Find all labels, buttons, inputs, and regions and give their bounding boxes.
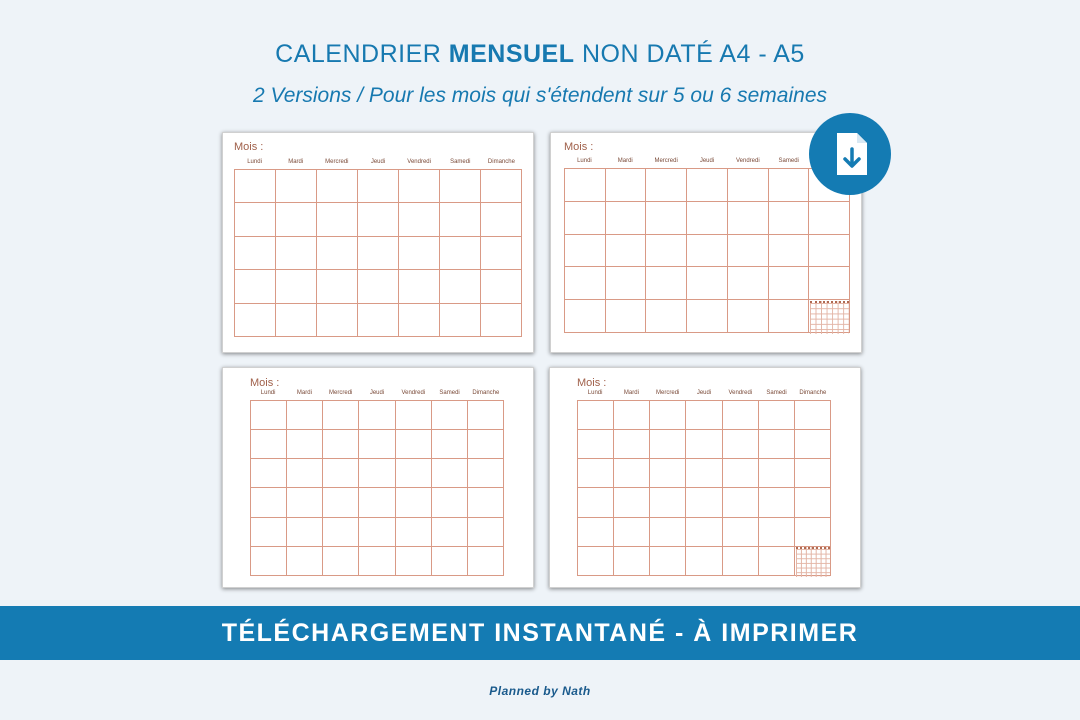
day-cell [646,267,687,300]
day-cell [276,237,317,270]
day-cell [399,270,440,303]
day-cell [606,202,647,235]
day-header: Dimanche [487,159,515,165]
day-cell [481,237,522,270]
day-cell [481,170,522,203]
day-cell [614,547,650,576]
day-cell [440,270,481,303]
day-header: Jeudi [699,158,715,164]
day-cell [809,267,850,300]
day-cell [468,430,504,459]
calendar-preview-card [549,367,861,588]
day-cell [399,170,440,203]
calendar-preview-card [222,132,534,353]
day-cell [614,518,650,547]
day-cell [317,203,358,236]
day-cell [317,270,358,303]
day-header: Mardi [617,158,633,164]
day-cell [251,459,287,488]
day-cell [358,170,399,203]
calendar-grid [577,400,831,576]
day-cell [795,488,831,517]
day-cell [396,401,432,430]
day-cell [759,547,795,576]
day-cell [396,488,432,517]
day-cell [614,488,650,517]
day-header: Lundi [260,390,276,396]
day-header: Vendredi [401,390,426,396]
day-cell [650,488,686,517]
day-header: Mercredi [325,159,349,165]
day-cell [687,267,728,300]
day-cell [358,270,399,303]
day-cell [614,459,650,488]
day-cell [606,300,647,333]
day-header: Jeudi [370,159,386,165]
title-part-2: MENSUEL [448,40,575,68]
mois-label: Mois : [250,377,280,389]
day-header: Samedi [778,158,799,164]
day-cell [769,300,810,333]
mini-calendar [796,547,830,577]
day-cell [399,304,440,337]
day-cell [578,401,614,430]
day-cell [359,430,395,459]
day-header: Samedi [766,390,787,396]
day-cell [565,300,606,333]
day-cell [468,459,504,488]
day-cell [323,430,359,459]
day-cell [728,202,769,235]
day-cell [396,518,432,547]
day-cell [606,235,647,268]
day-cell [317,170,358,203]
day-header: Mercredi [329,390,353,396]
day-cell [723,518,759,547]
day-cell [614,430,650,459]
day-cell [323,459,359,488]
day-cell [650,547,686,576]
day-cell [687,169,728,202]
day-header: Mardi [296,390,312,396]
day-cell [646,235,687,268]
day-cell [650,430,686,459]
day-cell [359,459,395,488]
day-cell [323,518,359,547]
day-cell [686,459,722,488]
day-cell [565,202,606,235]
day-cell [317,237,358,270]
day-cell [276,304,317,337]
day-cell [432,459,468,488]
day-cell [650,518,686,547]
day-cell [287,430,323,459]
day-cell [235,304,276,337]
day-cell [723,401,759,430]
day-cell [399,237,440,270]
day-cell [578,488,614,517]
day-cell [432,401,468,430]
day-cell [686,518,722,547]
day-cell [287,547,323,576]
page-title [0,40,1080,69]
day-cell [578,518,614,547]
day-cell [251,488,287,517]
day-header: Vendredi [736,158,760,164]
day-cell [728,300,769,333]
day-cell [646,300,687,333]
day-cell [687,235,728,268]
day-cell [358,203,399,236]
day-cell [687,300,728,333]
day-cell [759,488,795,517]
day-cell [468,518,504,547]
day-cell [317,304,358,337]
day-cell [287,488,323,517]
page-subtitle: 2 Versions / Pour les mois qui s'étendent sur 5 ou 6 semaines [252,84,828,107]
day-cell [468,401,504,430]
day-cell [432,488,468,517]
day-cell [432,547,468,576]
day-cell [723,488,759,517]
day-cell [323,547,359,576]
day-cell [646,169,687,202]
day-header: Lundi [577,158,592,164]
day-cell [565,235,606,268]
day-header: Mercredi [656,390,680,396]
day-header: Jeudi [369,390,385,396]
day-header: Vendredi [407,159,431,165]
day-cell [358,304,399,337]
day-cell [323,401,359,430]
day-cell [287,518,323,547]
day-cell [578,430,614,459]
day-cell [440,170,481,203]
day-cell [728,169,769,202]
day-header: Dimanche [472,390,500,396]
day-header: Vendredi [728,390,753,396]
day-cell [650,459,686,488]
day-cell [686,488,722,517]
day-header: Dimanche [799,390,827,396]
day-cell [759,459,795,488]
day-cell [687,202,728,235]
calendar-preview-card [222,367,534,588]
day-cell [468,547,504,576]
day-cell [276,203,317,236]
day-cell [686,401,722,430]
day-cell [565,267,606,300]
day-cell [686,547,722,576]
day-cell [769,235,810,268]
mois-label: Mois : [234,141,264,153]
mini-calendar [810,301,849,334]
day-cell [251,430,287,459]
day-cell [614,401,650,430]
day-cell [251,401,287,430]
day-cell [468,488,504,517]
title-part-3: NON DATÉ A4 - A5 [574,40,805,68]
day-cell [723,547,759,576]
day-header: Lundi [247,159,262,165]
day-cell [809,235,850,268]
day-cell [440,203,481,236]
day-cell [359,518,395,547]
day-cell [276,170,317,203]
day-cell [399,203,440,236]
file-download-icon [809,113,891,195]
day-cell [359,401,395,430]
day-cell [759,518,795,547]
day-cell [795,430,831,459]
day-cell [646,202,687,235]
day-cell [565,169,606,202]
day-cell [769,202,810,235]
day-cell [251,518,287,547]
download-badge[interactable] [809,113,891,195]
day-cell [728,235,769,268]
day-header: Lundi [587,390,603,396]
day-cell [481,270,522,303]
day-cell [650,401,686,430]
calendar-grid [250,400,504,576]
day-cell [359,488,395,517]
day-header: Mercredi [654,158,678,164]
day-cell [759,401,795,430]
calendar-grid [564,168,850,333]
title-part-1: CALENDRIER [275,40,449,68]
mois-label: Mois : [564,141,594,153]
day-cell [606,267,647,300]
brand-logo: Planned by Nath [489,684,591,698]
day-cell [795,401,831,430]
mois-label: Mois : [577,377,607,389]
day-cell [323,488,359,517]
day-cell [440,304,481,337]
day-cell [481,203,522,236]
day-cell [686,430,722,459]
day-cell [481,304,522,337]
day-cell [432,518,468,547]
day-header: Mardi [288,159,304,165]
day-cell [235,237,276,270]
day-cell [578,459,614,488]
day-cell [795,459,831,488]
day-cell [606,169,647,202]
day-cell [723,430,759,459]
day-cell [728,267,769,300]
day-header: Mardi [623,390,639,396]
day-cell [396,459,432,488]
day-cell [358,237,399,270]
calendar-grid [234,169,522,337]
day-cell [769,169,810,202]
day-cell [769,267,810,300]
day-cell [287,401,323,430]
day-cell [235,270,276,303]
day-cell [578,547,614,576]
day-cell [235,170,276,203]
day-cell [396,430,432,459]
day-cell [723,459,759,488]
day-header: Samedi [439,390,460,396]
day-cell [396,547,432,576]
day-cell [251,547,287,576]
day-header: Jeudi [696,390,712,396]
day-cell [359,547,395,576]
day-cell [432,430,468,459]
day-cell [276,270,317,303]
day-cell [440,237,481,270]
day-cell [795,518,831,547]
day-cell [287,459,323,488]
day-cell [235,203,276,236]
day-cell [809,202,850,235]
day-cell [759,430,795,459]
day-header: Samedi [450,159,471,165]
banner-text: TÉLÉCHARGEMENT INSTANTANÉ - À IMPRIMER [221,619,859,647]
